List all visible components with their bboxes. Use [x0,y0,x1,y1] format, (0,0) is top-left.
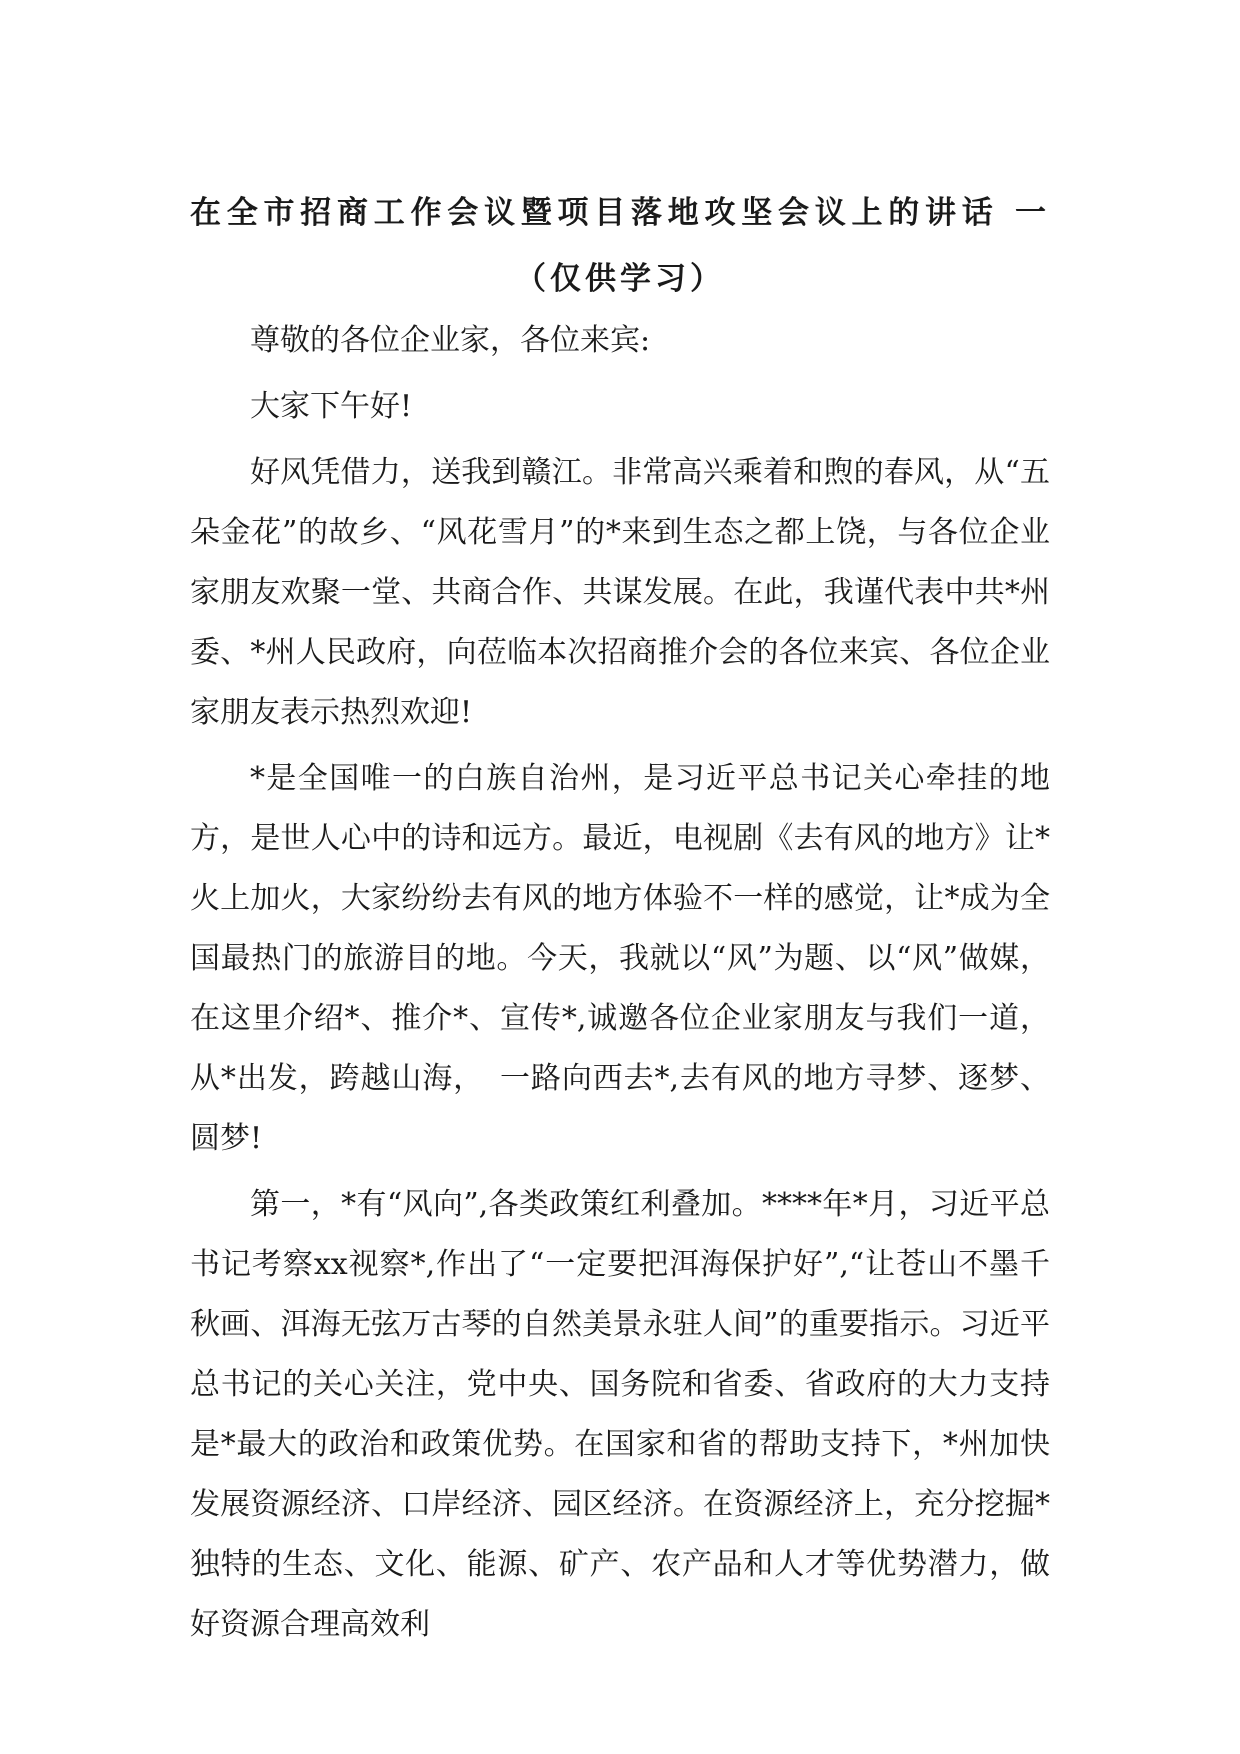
greeting: 大家下午好! [250,389,413,424]
paragraph-welcome: 好风凭借力，送我到赣江。非常高兴乘着和煦的春风，从“五朵金花”的故乡、“风花雪月”的*来到生态之都上饶，与各位企业家朋友欢聚一堂、共商合作、共谋发展。在此，我谨代表中共*州委、*州人民政府，向莅临本次招商推介会的各位来宾、各位企业家朋友表示热烈欢迎! [190,455,1050,730]
salutation: 尊敬的各位企业家，各位来宾: [250,323,651,358]
document-title: 在全市招商工作会议暨项目落地攻坚会议上的讲话 一（仅供学习） [190,195,1050,297]
paragraph-introduction: *是全国唯一的白族自治州，是习近平总书记关心牵挂的地方，是世人心中的诗和远方。最近，电视剧《去有风的地方》让*火上加火，大家纷纷去有风的地方体验不一样的感觉，让*成为全国最热门的旅游目的地。今天，我就以“风”为题、以“风”做媒，在这里介绍*、推介*、宣传*,诚邀各位企业家朋友与我们一道，从*出发，跨越山海， 一路向西去*,去有风的地方寻梦、逐梦、圆梦! [190,761,1050,1156]
paragraph-policy: 第一，*有“风向”,各类政策红利叠加。****年*月，习近平总书记考察xx视察*,作出了“一定要把洱海保护好”,“让苍山不墨千秋画、洱海无弦万古琴的自然美景永驻人间”的重要指示。习近平总书记的关心关注，党中央、国务院和省委、省政府的大力支持是*最大的政治和政策优势。在国家和省的帮助支持下，*州加快发展资源经济、口岸经济、园区经济。在资源经济上，充分挖掘*独特的生态、文化、能源、矿产、农产品和人才等优势潜力，做好资源合理高效利 [190,1187,1050,1642]
document-body [190,311,1050,1661]
